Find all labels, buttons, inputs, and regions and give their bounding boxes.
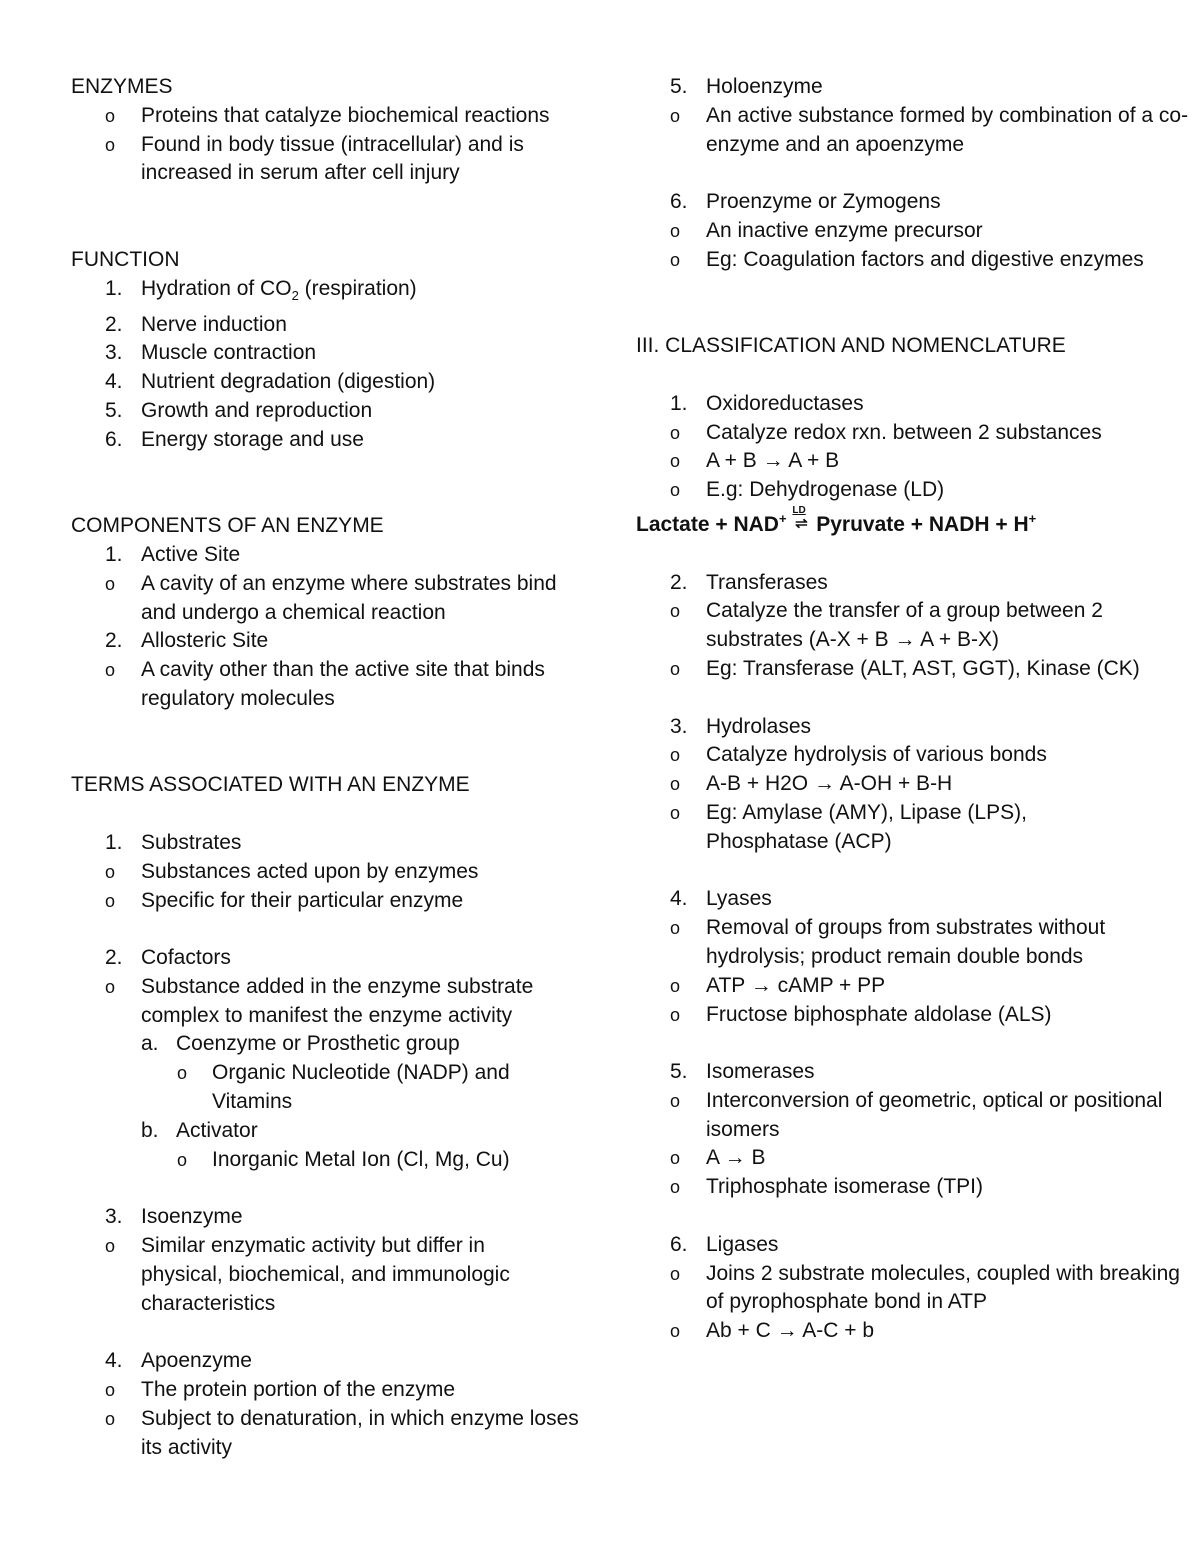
- bullet-icon: o: [670, 918, 681, 939]
- list-item: o Joins 2 substrate molecules, coupled with breaking of pyrophosphate bond in ATP: [670, 1261, 1180, 1314]
- list-item: 4. Apoenzyme: [105, 1349, 252, 1373]
- section-heading-components: COMPONENTS OF AN ENZYME: [71, 514, 384, 538]
- list-item: o Similar enzymatic activity but differ in physical, biochemical, and immunologic characteristics: [105, 1234, 510, 1315]
- list-item: o ATP → cAMP + PP: [636, 972, 1136, 1001]
- bullet-icon: o: [670, 1090, 681, 1111]
- bullet-icon: o: [670, 1177, 681, 1198]
- list-item: 4. Lyases: [670, 887, 772, 911]
- list-item: 5. Growth and reproduction: [105, 398, 373, 422]
- bullet-icon: o: [177, 1063, 188, 1084]
- list-item: 4. Nutrient degradation (digestion): [105, 370, 436, 394]
- bullet-icon: o: [105, 134, 116, 155]
- list-item: o Proteins that catalyze biochemical reactions: [71, 102, 571, 131]
- list-item: o An inactive enzyme precursor: [636, 217, 1136, 246]
- list-item: o Removal of groups from substrates without hydrolysis; product remain double bonds: [670, 916, 1106, 968]
- right-column: [636, 73, 1189, 1346]
- list-item: 2. Cofactors: [105, 946, 231, 970]
- list-item: 6. Energy storage and use: [105, 427, 364, 451]
- section-heading-enzymes: ENZYMES: [71, 75, 173, 98]
- bullet-icon: o: [670, 480, 681, 501]
- list-item: 2. Nerve induction: [105, 312, 287, 336]
- list-item: o E.g: Dehydrogenase (LD): [636, 476, 1136, 505]
- bullet-icon: o: [105, 890, 116, 911]
- bullet-icon: o: [670, 658, 681, 679]
- section-heading-terms: TERMS ASSOCIATED WITH AN ENZYME: [71, 773, 470, 797]
- section-heading-classification: III. CLASSIFICATION AND NOMENCLATURE: [636, 334, 1066, 358]
- bullet-icon: o: [670, 774, 681, 795]
- bullet-icon: o: [670, 451, 681, 472]
- list-item: o Catalyze the transfer of a group between 2 substrates (A-X + B → A + B-X): [670, 599, 1103, 652]
- bullet-icon: o: [670, 105, 681, 126]
- list-item: o Found in body tissue (intracellular) and is increased in serum after cell injury: [105, 132, 524, 185]
- bullet-icon: o: [105, 1380, 116, 1401]
- list-item: o Substance added in the enzyme substrate complex to manifest the enzyme activity: [105, 974, 534, 1027]
- list-item: o A → B: [636, 1144, 1136, 1173]
- list-item: 1. Hydration of $CO_2$ (respiration): [105, 276, 417, 303]
- bullet-icon: o: [177, 1149, 188, 1170]
- list-item: o A-B + H2O → A-OH + B-H: [636, 770, 1136, 799]
- bullet-icon: o: [670, 802, 681, 823]
- list-item: o A cavity of an enzyme where substrates bind and undergo a chemical reaction: [105, 571, 557, 624]
- list-item: 6. Ligases: [670, 1232, 779, 1256]
- bullet-icon: o: [105, 1408, 116, 1429]
- list-item: 1. Substrates: [105, 830, 242, 854]
- list-item: 5. Holoenzyme: [670, 75, 823, 98]
- list-item: o Inorganic Metal Ion (Cl, Mg, Cu): [71, 1146, 571, 1175]
- list-item: o Eg: Coagulation factors and digestive enzymes: [636, 246, 1146, 275]
- list-item: b. Activator: [141, 1118, 258, 1142]
- reaction-equation: Lactate + NAD+ LD ⇌ Pyruvate + NADH + H+: [636, 504, 1037, 536]
- list-item: 2. Allosteric Site: [105, 629, 269, 653]
- list-item: 6. Proenzyme or Zymogens: [670, 190, 941, 214]
- list-item: o Organic Nucleotide (NADP) and Vitamins: [177, 1061, 510, 1114]
- bullet-icon: o: [105, 861, 116, 882]
- bullet-icon: o: [105, 976, 116, 997]
- list-item: 3. Muscle contraction: [105, 341, 317, 365]
- list-item: 2. Transferases: [670, 570, 828, 594]
- bullet-icon: o: [670, 1263, 681, 1284]
- bullet-icon: o: [670, 422, 681, 443]
- bullet-icon: o: [670, 1148, 681, 1169]
- section-heading-function: FUNCTION: [71, 247, 180, 271]
- bullet-icon: o: [105, 1236, 116, 1257]
- bullet-icon: o: [670, 1321, 681, 1342]
- bullet-icon: o: [670, 745, 681, 766]
- list-item: 5. Isomerases: [670, 1060, 815, 1084]
- list-item: 1. Active Site: [105, 542, 241, 566]
- bullet-icon: o: [670, 1004, 681, 1025]
- bullet-icon: o: [105, 573, 116, 594]
- equilibrium-arrow-icon: ⇌: [795, 514, 808, 532]
- list-item: o Substances acted upon by enzymes: [71, 858, 571, 887]
- bullet-icon: o: [670, 249, 681, 270]
- list-item: o Triphosphate isomerase (TPI): [636, 1173, 1136, 1202]
- bullet-icon: o: [670, 220, 681, 241]
- list-item: o Subject to denaturation, in which enzyme loses its activity: [105, 1406, 579, 1459]
- list-item: 3. Isoenzyme: [105, 1205, 243, 1229]
- bullet-icon: o: [670, 975, 681, 996]
- list-item: o Specific for their particular enzyme: [71, 887, 571, 916]
- list-item: o Catalyze redox rxn. between 2 substances: [636, 419, 1136, 448]
- left-column: [71, 73, 579, 1462]
- list-item: 1. Oxidoreductases: [670, 391, 864, 415]
- list-item: o A cavity other than the active site that binds regulatory molecules: [105, 658, 545, 710]
- list-item: o Catalyze hydrolysis of various bonds: [636, 741, 1136, 770]
- bullet-icon: o: [105, 660, 116, 681]
- list-item: o Eg: Amylase (AMY), Lipase (LPS), Phosphatase (ACP): [670, 800, 1027, 853]
- list-item: 3. Hydrolases: [670, 714, 812, 738]
- list-item: o An active substance formed by combination of a co-enzyme and an apoenzyme: [670, 103, 1189, 156]
- list-item: o The protein portion of the enzyme: [71, 1376, 571, 1405]
- list-item: o Fructose biphosphate aldolase (ALS): [636, 1001, 1136, 1030]
- list-item: o Interconversion of geometric, optical or positional isomers: [670, 1088, 1163, 1141]
- bullet-icon: o: [105, 105, 116, 126]
- list-item: o A + B → A + B: [636, 447, 1136, 476]
- list-item: o Eg: Transferase (ALT, AST, GGT), Kinase (CK): [636, 655, 1136, 684]
- bullet-icon: o: [670, 601, 681, 622]
- list-item: o Ab + C → A-C + b: [636, 1317, 1136, 1346]
- list-item: a. Coenzyme or Prosthetic group: [141, 1032, 460, 1056]
